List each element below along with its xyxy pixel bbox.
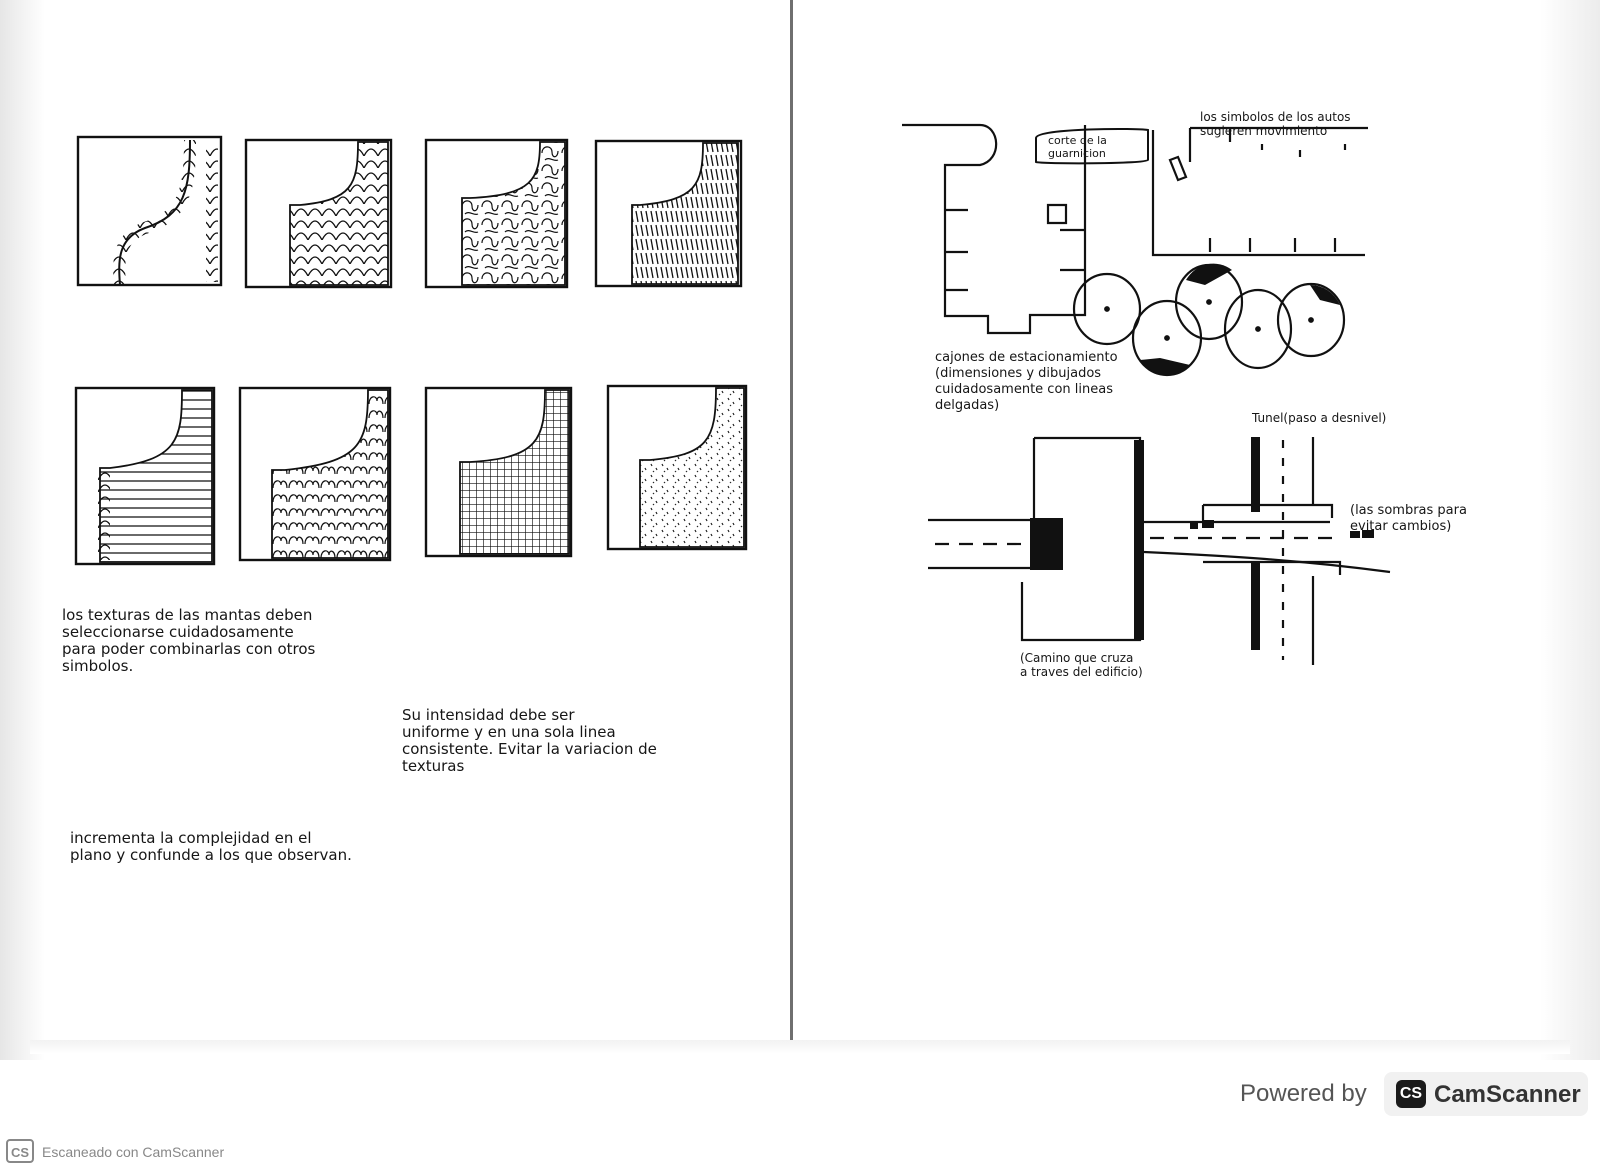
label-curb-cut: corte de la guarnicion: [1048, 134, 1107, 160]
camscanner-brand: CamScanner: [1434, 1081, 1581, 1108]
label-parking: cajones de estacionamiento (dimensiones y dibujados cuidadosamente con lineas delgadas): [935, 350, 1118, 413]
footer-camscanner-icon: CS: [6, 1139, 34, 1163]
texture-samples: [76, 137, 746, 564]
label-shadows: (las sombras para evitar cambios): [1350, 503, 1467, 534]
note-intensity: Su intensidad debe ser uniforme y en una sola linea consistente. Evitar la variacion de texturas: [402, 706, 657, 775]
camscanner-logo-icon: CS: [1396, 1080, 1426, 1108]
footer-scanned-text: Escaneado con CamScanner: [42, 1144, 225, 1160]
powered-by-text: Powered by: [1240, 1080, 1367, 1107]
road-plan: [928, 437, 1390, 665]
parking-plan: [902, 125, 1368, 375]
label-road-building: (Camino que cruza a traves del edificio): [1020, 651, 1143, 679]
label-car-symbols: los simbolos de los autos sugieren movimiento: [1200, 110, 1351, 138]
camscanner-badge[interactable]: [1384, 1072, 1588, 1116]
note-textures: los texturas de las mantas deben seleccionarse cuidadosamente para poder combinarlas con otros simbolos.: [62, 606, 316, 675]
note-complexity: incrementa la complejidad en el plano y confunde a los que observan.: [70, 829, 352, 864]
label-tunnel: Tunel(paso a desnivel): [1252, 411, 1387, 425]
